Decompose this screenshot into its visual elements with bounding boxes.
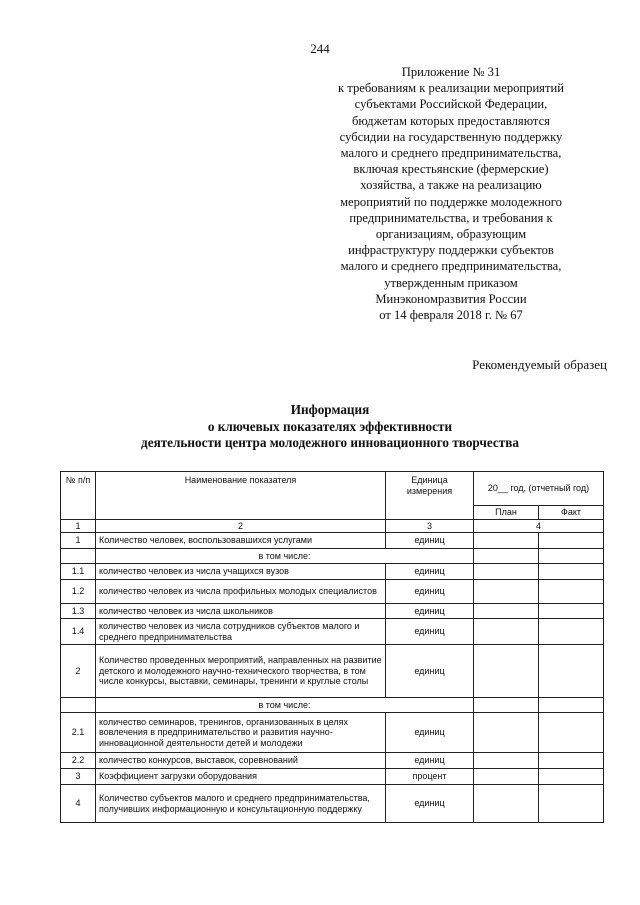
table-row xyxy=(61,753,604,769)
row-name: количество человек из числа профильных молодых специалистов xyxy=(96,580,386,604)
table-row xyxy=(61,533,604,549)
document-heading xyxy=(60,402,600,452)
row-name: количество конкурсов, выставок, соревнований xyxy=(96,753,386,769)
page-number: 244 xyxy=(310,41,330,56)
appendix-line: организациям, образующим xyxy=(375,227,527,242)
row-name: Количество субъектов малого и среднего предпринимательства, получивших информационную и консультационную поддержку xyxy=(96,785,386,823)
fact-cell[interactable] xyxy=(539,785,604,823)
row-unit: единиц xyxy=(386,533,474,549)
appendix-line: Минэкономразвития России xyxy=(375,291,527,306)
row-name: количество семинаров, тренингов, организованных в целях вовлечения в предпринимательство и развития научно-инновационной деятельности детей и молодежи xyxy=(96,713,386,753)
fact-cell[interactable] xyxy=(539,619,604,645)
fact-cell[interactable] xyxy=(539,604,604,619)
table-subheader xyxy=(61,549,604,564)
table-row xyxy=(61,785,604,823)
fact-cell[interactable] xyxy=(539,533,604,549)
table-row xyxy=(61,619,604,645)
row-num: 1.1 xyxy=(61,564,96,580)
row-unit: единиц xyxy=(386,604,474,619)
header-unit: Единица измерения xyxy=(386,472,474,520)
fact-cell[interactable] xyxy=(539,580,604,604)
appendix-line: субсидии на государственную поддержку xyxy=(339,129,563,144)
appendix-line: утвержденным приказом xyxy=(384,275,518,290)
heading-line: Информация xyxy=(290,402,370,417)
appendix-line: к требованиям к реализации мероприятий xyxy=(338,81,564,96)
plan-cell[interactable] xyxy=(474,753,539,769)
row-name: количество человек из числа школьников xyxy=(96,604,386,619)
subheader-label: в том числе: xyxy=(96,698,474,713)
plan-cell[interactable] xyxy=(474,713,539,753)
row-unit: единиц xyxy=(386,580,474,604)
row-num: 2.1 xyxy=(61,713,96,753)
row-num: 4 xyxy=(61,785,96,823)
heading-line: деятельности центра молодежного инновационного творчества xyxy=(141,435,519,450)
appendix-line: малого и среднего предпринимательства, xyxy=(340,146,562,161)
plan-cell[interactable] xyxy=(474,785,539,823)
plan-cell[interactable] xyxy=(474,580,539,604)
row-num: 1.3 xyxy=(61,604,96,619)
header-name: Наименование показателя xyxy=(96,472,386,520)
appendix-line: хозяйства, а также на реализацию xyxy=(360,178,542,193)
row-name: количество человек из числа учащихся вузов xyxy=(96,564,386,580)
row-unit: процент xyxy=(386,769,474,785)
appendix-block xyxy=(296,64,606,323)
appendix-line: бюджетам которых предоставляются xyxy=(352,113,550,128)
appendix-line: инфраструктуру поддержки субъектов xyxy=(348,243,554,258)
fact-cell[interactable] xyxy=(539,753,604,769)
fact-cell[interactable] xyxy=(539,713,604,753)
appendix-line: субъектами Российской Федерации, xyxy=(354,97,548,112)
subheader-label: в том числе: xyxy=(96,549,474,564)
header-year: 20__ год, (отчетный год) xyxy=(474,472,604,506)
header-fact: Факт xyxy=(539,506,604,520)
table-row xyxy=(61,645,604,698)
plan-cell[interactable] xyxy=(474,769,539,785)
fact-cell[interactable] xyxy=(539,769,604,785)
table-row xyxy=(61,580,604,604)
fact-cell[interactable] xyxy=(539,645,604,698)
table-row xyxy=(61,604,604,619)
plan-cell[interactable] xyxy=(474,619,539,645)
indicators-table xyxy=(60,471,604,823)
appendix-line: от 14 февраля 2018 г. № 67 xyxy=(379,308,523,323)
row-num: 1 xyxy=(61,533,96,549)
row-num: 3 xyxy=(61,769,96,785)
plan-cell[interactable] xyxy=(474,564,539,580)
table-header-row xyxy=(61,472,604,506)
header-plan: План xyxy=(474,506,539,520)
table-subheader xyxy=(61,698,604,713)
table-row xyxy=(61,564,604,580)
row-name: Количество человек, воспользовавшихся услугами xyxy=(96,533,386,549)
row-num: 2.2 xyxy=(61,753,96,769)
row-unit: единиц xyxy=(386,785,474,823)
fact-cell[interactable] xyxy=(539,564,604,580)
appendix-line: мероприятий по поддержке молодежного xyxy=(340,194,562,209)
row-num: 2 xyxy=(61,645,96,698)
header-num: № п/п xyxy=(61,472,96,520)
plan-cell[interactable] xyxy=(474,604,539,619)
plan-cell[interactable] xyxy=(474,533,539,549)
row-unit: единиц xyxy=(386,619,474,645)
appendix-line: Приложение № 31 xyxy=(401,65,501,79)
row-num: 1.4 xyxy=(61,619,96,645)
column-number: 1 xyxy=(61,520,96,533)
heading-line: о ключевых показателях эффективности xyxy=(207,418,453,434)
column-number: 2 xyxy=(96,520,386,533)
row-unit: единиц xyxy=(386,564,474,580)
appendix-line: малого и среднего предпринимательства, xyxy=(340,259,562,274)
row-name: количество человек из числа сотрудников субъектов малого и среднего предпринимательства xyxy=(96,619,386,645)
appendix-line: предпринимательства, и требования к xyxy=(349,210,553,225)
column-number-row xyxy=(61,520,604,533)
appendix-line: включая крестьянские (фермерские) xyxy=(353,162,549,177)
table-row xyxy=(61,769,604,785)
table-row xyxy=(61,713,604,753)
plan-cell[interactable] xyxy=(474,645,539,698)
column-number: 3 xyxy=(386,520,474,533)
row-unit: единиц xyxy=(386,645,474,698)
column-number: 4 xyxy=(474,520,604,533)
row-name: Количество проведенных мероприятий, направленных на развитие детского и молодежного научно-технического творчества, в том числе конкурсы, выставки, семинары, тренинги и круглые столы xyxy=(96,645,386,698)
row-num: 1.2 xyxy=(61,580,96,604)
row-unit: единиц xyxy=(386,753,474,769)
recommended-sample-label: Рекомендуемый образец xyxy=(472,357,607,372)
row-unit: единиц xyxy=(386,713,474,753)
row-name: Коэффициент загрузки оборудования xyxy=(96,769,386,785)
